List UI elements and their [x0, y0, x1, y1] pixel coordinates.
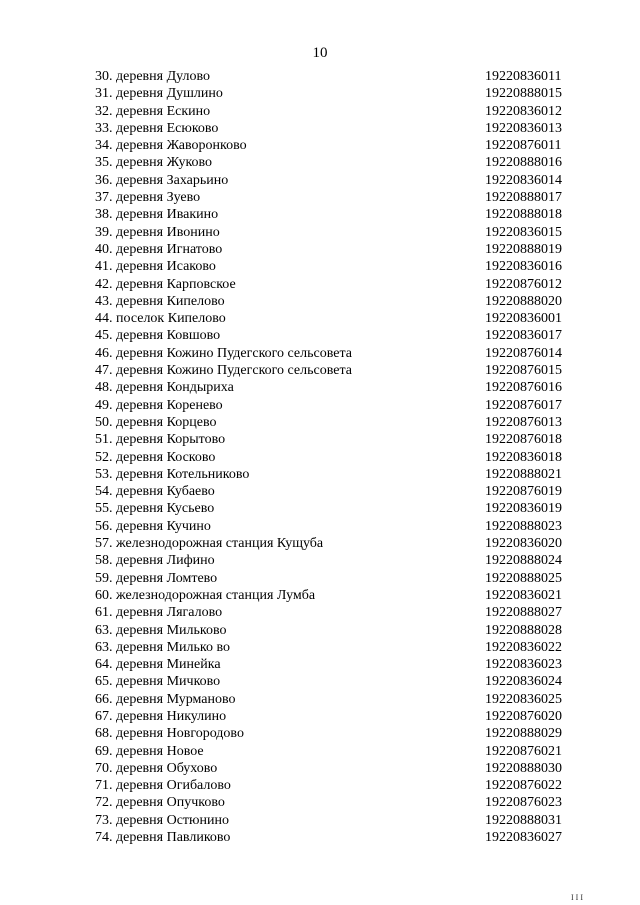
settlement-name: 70. деревня Обухово: [95, 760, 218, 776]
okato-code: 19220888027: [485, 605, 562, 621]
okato-code: 19220888018: [485, 207, 562, 223]
list-item: [95, 345, 575, 362]
settlement-name: 71. деревня Огибалово: [95, 778, 231, 794]
okato-code: 19220888030: [485, 760, 562, 776]
list-item: [95, 276, 575, 293]
list-item: [95, 154, 575, 171]
footer-mark: I I I: [571, 893, 583, 902]
settlement-name: 33. деревня Есюково: [95, 120, 219, 136]
list-item: [95, 397, 575, 414]
settlement-list: [95, 68, 575, 846]
okato-code: 19220876014: [485, 345, 562, 361]
okato-code: 19220876018: [485, 432, 562, 448]
list-item: [95, 777, 575, 794]
okato-code: 19220836025: [485, 691, 562, 707]
list-item: [95, 691, 575, 708]
settlement-name: 61. деревня Лягалово: [95, 605, 223, 621]
settlement-name: 42. деревня Карповское: [95, 276, 236, 292]
settlement-name: 45. деревня Ковшово: [95, 328, 221, 344]
settlement-name: 50. деревня Корцево: [95, 414, 217, 430]
list-item: [95, 708, 575, 725]
okato-code: 19220836020: [485, 536, 562, 552]
settlement-name: 39. деревня Ивонино: [95, 224, 220, 240]
list-item: [95, 673, 575, 690]
okato-code: 19220836022: [485, 639, 562, 655]
page-number: 10: [312, 45, 328, 61]
okato-code: 19220836015: [485, 224, 562, 240]
settlement-name: 34. деревня Жаворонково: [95, 138, 247, 154]
okato-code: 19220888023: [485, 518, 562, 534]
settlement-name: 53. деревня Котельниково: [95, 466, 250, 482]
okato-code: 19220836014: [485, 172, 562, 188]
okato-code: 19220888029: [485, 726, 562, 742]
settlement-name: 40. деревня Игнатово: [95, 241, 223, 257]
okato-code: 19220836011: [485, 69, 562, 84]
list-item: [95, 829, 575, 846]
settlement-name: 52. деревня Косково: [95, 449, 216, 465]
list-item: [95, 103, 575, 120]
list-item: [95, 587, 575, 604]
list-item: [95, 656, 575, 673]
list-item: [95, 172, 575, 189]
okato-code: 19220888017: [485, 190, 562, 206]
list-item: [95, 431, 575, 448]
list-item: [95, 293, 575, 310]
list-item: [95, 68, 575, 85]
settlement-name: 38. деревня Ивакино: [95, 207, 219, 223]
list-item: [95, 552, 575, 569]
list-item: [95, 794, 575, 811]
okato-code: 19220876017: [485, 397, 562, 413]
settlement-name: 63. деревня Мильково: [95, 622, 227, 638]
settlement-name: 74. деревня Павликово: [95, 830, 231, 846]
list-item: [95, 639, 575, 656]
okato-code: 19220876015: [485, 363, 562, 379]
settlement-name: 31. деревня Душлино: [95, 86, 223, 102]
okato-code: 19220888031: [485, 812, 562, 828]
list-item: [95, 120, 575, 137]
settlement-name: 59. деревня Ломтево: [95, 570, 218, 586]
list-item: [95, 414, 575, 431]
okato-code: 19220876011: [485, 138, 562, 154]
list-item: [95, 604, 575, 621]
list-item: [95, 327, 575, 344]
okato-code: 19220876013: [485, 414, 562, 430]
settlement-name: 36. деревня Захарьино: [95, 172, 229, 188]
settlement-name: 48. деревня Кондыриха: [95, 380, 234, 396]
list-item: [95, 466, 575, 483]
settlement-name: 57. железнодорожная станция Кущуба: [95, 536, 324, 552]
settlement-name: 44. поселок Кипелово: [95, 311, 226, 327]
list-item: [95, 379, 575, 396]
settlement-name: 65. деревня Мичково: [95, 674, 221, 690]
okato-code: 19220888019: [485, 241, 562, 257]
settlement-name: 73. деревня Остюнино: [95, 812, 229, 828]
okato-code: 19220888021: [485, 466, 562, 482]
list-item: [95, 137, 575, 154]
list-item: [95, 743, 575, 760]
list-item: [95, 812, 575, 829]
settlement-name: 41. деревня Исаково: [95, 259, 216, 275]
list-item: [95, 500, 575, 517]
list-item: [95, 518, 575, 535]
list-item: [95, 310, 575, 327]
settlement-name: 32. деревня Ескино: [95, 103, 211, 119]
okato-code: 19220836019: [485, 501, 562, 517]
list-item: [95, 362, 575, 379]
settlement-name: 51. деревня Корытово: [95, 432, 226, 448]
settlement-name: 60. железнодорожная станция Лумба: [95, 587, 316, 603]
list-item: [95, 535, 575, 552]
settlement-name: 58. деревня Лифино: [95, 553, 215, 569]
list-item: [95, 483, 575, 500]
list-item: [95, 760, 575, 777]
okato-code: 19220888028: [485, 622, 562, 638]
settlement-name: 54. деревня Кубаево: [95, 484, 215, 500]
okato-code: 19220836012: [485, 103, 562, 119]
settlement-name: 35. деревня Жуково: [95, 155, 213, 171]
settlement-name: 47. деревня Кожино Пудегского сельсовета: [95, 363, 352, 379]
okato-code: 19220836027: [485, 830, 562, 846]
settlement-name: 72. деревня Опучково: [95, 795, 225, 811]
okato-code: 19220876012: [485, 276, 562, 292]
okato-code: 19220836013: [485, 120, 562, 136]
okato-code: 19220836023: [485, 657, 562, 673]
okato-code: 19220876019: [485, 484, 562, 500]
okato-code: 19220836016: [485, 259, 562, 275]
okato-code: 19220876020: [485, 708, 562, 724]
okato-code: 19220836024: [485, 674, 562, 690]
settlement-name: 69. деревня Новое: [95, 743, 204, 759]
list-item: [95, 206, 575, 223]
okato-code: 19220888015: [485, 86, 562, 102]
list-item: [95, 258, 575, 275]
settlement-name: 43. деревня Кипелово: [95, 293, 225, 309]
okato-code: 19220836021: [485, 587, 562, 603]
okato-code: 19220876021: [485, 743, 562, 759]
okato-code: 19220836001: [485, 311, 562, 327]
list-item: [95, 570, 575, 587]
okato-code: 19220888024: [485, 553, 562, 569]
settlement-name: 63. деревня Милько во: [95, 639, 231, 655]
okato-code: 19220836018: [485, 449, 562, 465]
settlement-name: 64. деревня Минейка: [95, 657, 221, 673]
okato-code: 19220836017: [485, 328, 562, 344]
list-item: [95, 725, 575, 742]
list-item: [95, 449, 575, 466]
okato-code: 19220876023: [485, 795, 562, 811]
list-item: [95, 241, 575, 258]
settlement-name: 30. деревня Дулово: [95, 69, 211, 84]
settlement-name: 56. деревня Кучино: [95, 518, 211, 534]
settlement-name: 49. деревня Коренево: [95, 397, 223, 413]
okato-code: 19220876016: [485, 380, 562, 396]
okato-code: 19220888016: [485, 155, 562, 171]
list-item: [95, 224, 575, 241]
settlement-name: 66. деревня Мурманово: [95, 691, 236, 707]
settlement-name: 68. деревня Новгородово: [95, 726, 244, 742]
settlement-name: 37. деревня Зуево: [95, 190, 201, 206]
okato-code: 19220888020: [485, 293, 562, 309]
settlement-name: 55. деревня Кусьево: [95, 501, 215, 517]
list-item: [95, 622, 575, 639]
settlement-name: 46. деревня Кожино Пудегского сельсовета: [95, 345, 352, 361]
okato-code: 19220888025: [485, 570, 562, 586]
list-item: [95, 85, 575, 102]
okato-code: 19220876022: [485, 778, 562, 794]
list-item: [95, 189, 575, 206]
settlement-name: 67. деревня Никулино: [95, 708, 227, 724]
